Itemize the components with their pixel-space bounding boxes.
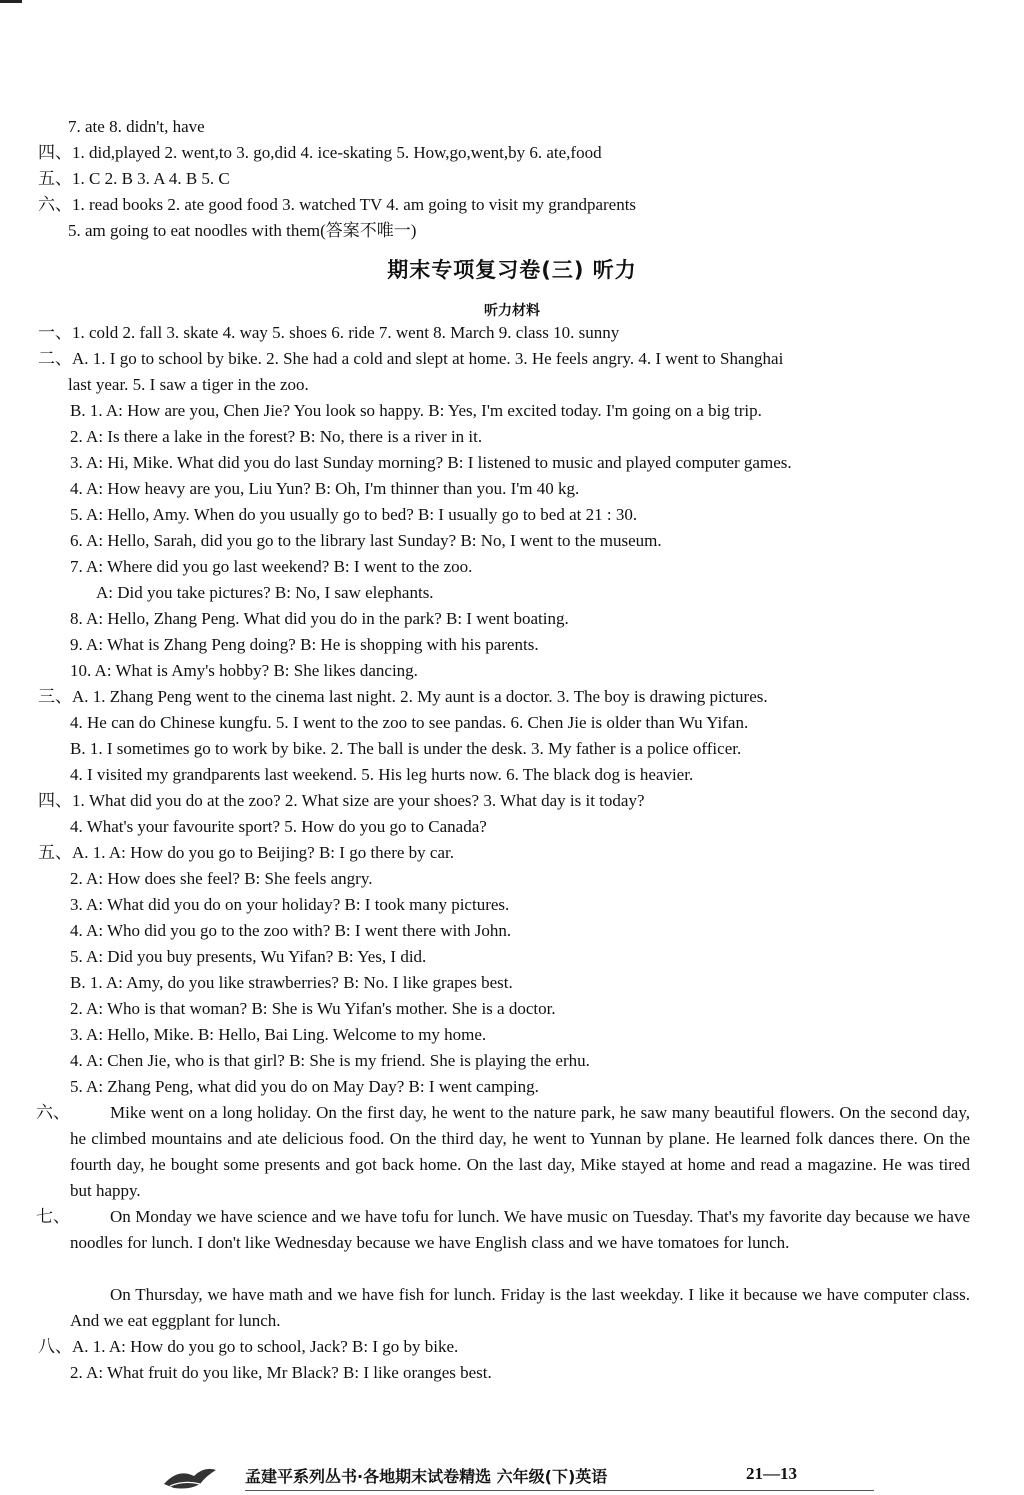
answer-line: 四、1. did,played 2. went,to 3. go,did 4. ice-skating 5. How,go,went,by 6. ate,food xyxy=(38,143,602,162)
material-line: 4. I visited my grandparents last weekend. 5. His leg hurts now. 6. The black dog is heavier. xyxy=(70,765,694,784)
material-line: B. 1. I sometimes go to work by bike. 2. The ball is under the desk. 3. My father is a police officer. xyxy=(70,739,742,758)
material-line: 3. A: Hello, Mike. B: Hello, Bai Ling. Welcome to my home. xyxy=(70,1025,487,1044)
material-line: 5. A: Did you buy presents, Wu Yifan? B: Yes, I did. xyxy=(70,947,427,966)
passage-seven-text-a: On Monday we have science and we have tofu for lunch. We have music on Tuesday. That's my favorite day because we have noodles for lunch. I don't like Wednesday because we have English class and we have tomatoes for lunch. xyxy=(70,1207,970,1252)
material-line: 4. A: How heavy are you, Liu Yun? B: Oh, I'm thinner than you. I'm 40 kg. xyxy=(70,479,580,498)
material-line: 2. A: How does she feel? B: She feels angry. xyxy=(70,869,373,888)
material-line: 4. What's your favourite sport? 5. How do you go to Canada? xyxy=(70,817,487,836)
passage-six xyxy=(36,1100,970,1204)
material-line: B. 1. A: How are you, Chen Jie? You look so happy. B: Yes, I'm excited today. I'm going on a big trip. xyxy=(70,401,762,420)
material-line: 5. A: Hello, Amy. When do you usually go to bed? B: I usually go to bed at 21 : 30. xyxy=(70,505,638,524)
answer-line: 五、1. C 2. B 3. A 4. B 5. C xyxy=(38,169,230,188)
material-line: 四、1. What did you do at the zoo? 2. What size are your shoes? 3. What day is it today? xyxy=(38,791,645,810)
material-line: 5. A: Zhang Peng, what did you do on May Day? B: I went camping. xyxy=(70,1077,539,1096)
footer-page-number: 21—13 xyxy=(746,1464,797,1483)
answer-line: 5. am going to eat noodles with them(答案不唯一) xyxy=(68,221,417,240)
material-line: 2. A: What fruit do you like, Mr Black? B: I like oranges best. xyxy=(70,1363,492,1382)
material-line: 4. He can do Chinese kungfu. 5. I went to the zoo to see pandas. 6. Chen Jie is older than Wu Yifan. xyxy=(70,713,749,732)
material-line: B. 1. A: Amy, do you like strawberries? B: No. I like grapes best. xyxy=(70,973,513,992)
material-line: 二、A. 1. I go to school by bike. 2. She had a cold and slept at home. 3. He feels angry. 4. I went to Shanghai xyxy=(38,349,784,368)
passage-seven-text-b: On Thursday, we have math and we have fish for lunch. Friday is the last weekday. I like it because we have computer class. And we eat eggplant for lunch. xyxy=(70,1285,970,1330)
section-title: 期末专项复习卷(三) 听力 xyxy=(387,258,637,282)
material-line: 8. A: Hello, Zhang Peng. What did you do in the park? B: I went boating. xyxy=(70,609,569,628)
material-line: 五、A. 1. A: How do you go to Beijing? B: I go there by car. xyxy=(38,843,454,862)
page-footer xyxy=(160,1462,964,1492)
material-line: 7. A: Where did you go last weekend? B: I went to the zoo. xyxy=(70,557,473,576)
footer-series: 孟建平系列丛书·各地期末试卷精选 六年级(下)英语 xyxy=(245,1467,608,1486)
material-line: 八、A. 1. A: How do you go to school, Jack? B: I go by bike. xyxy=(38,1337,459,1356)
material-line: 10. A: What is Amy's hobby? B: She likes dancing. xyxy=(70,661,418,680)
passage-six-text: Mike went on a long holiday. On the first day, he went to the nature park, he saw many beautiful flowers. On the second day, he climbed mountains and ate delicious food. On the third day, he went to Yunnan by plane. He learned folk dances there. On the fourth day, he bought some presents and got back home. On the last day, Mike stayed at home and read a magazine. He was tired but happy. xyxy=(70,1103,970,1200)
material-line: 2. A: Is there a lake in the forest? B: No, there is a river in it. xyxy=(70,427,483,446)
material-line: 6. A: Hello, Sarah, did you go to the library last Sunday? B: No, I went to the museum. xyxy=(70,531,662,550)
passage-seven xyxy=(36,1204,970,1256)
material-line: 一、1. cold 2. fall 3. skate 4. way 5. shoes 6. ride 7. went 8. March 9. class 10. sunny xyxy=(38,323,620,342)
passage-seven-b xyxy=(70,1282,970,1334)
passage-six-tag: 六、 xyxy=(36,1103,70,1122)
section-subtitle: 听力材料 xyxy=(484,303,540,319)
material-line: 三、A. 1. Zhang Peng went to the cinema last night. 2. My aunt is a doctor. 3. The boy is drawing pictures. xyxy=(38,687,768,706)
answer-line: 六、1. read books 2. ate good food 3. watched TV 4. am going to visit my grandparents xyxy=(38,195,637,214)
footer-rule xyxy=(245,1490,874,1491)
material-line: 9. A: What is Zhang Peng doing? B: He is shopping with his parents. xyxy=(70,635,539,654)
material-line: 2. A: Who is that woman? B: She is Wu Yifan's mother. She is a doctor. xyxy=(70,999,556,1018)
answer-line: 7. ate 8. didn't, have xyxy=(68,117,205,136)
material-line: 3. A: What did you do on your holiday? B: I took many pictures. xyxy=(70,895,510,914)
passage-seven-tag: 七、 xyxy=(36,1207,70,1226)
material-line: A: Did you take pictures? B: No, I saw elephants. xyxy=(96,583,434,602)
material-line: 4. A: Chen Jie, who is that girl? B: She is my friend. She is playing the erhu. xyxy=(70,1051,590,1070)
material-line: 3. A: Hi, Mike. What did you do last Sunday morning? B: I listened to music and played computer games. xyxy=(70,453,792,472)
top-edge-rule xyxy=(0,0,22,3)
material-line: last year. 5. I saw a tiger in the zoo. xyxy=(68,375,309,394)
material-line: 4. A: Who did you go to the zoo with? B: I went there with John. xyxy=(70,921,512,940)
